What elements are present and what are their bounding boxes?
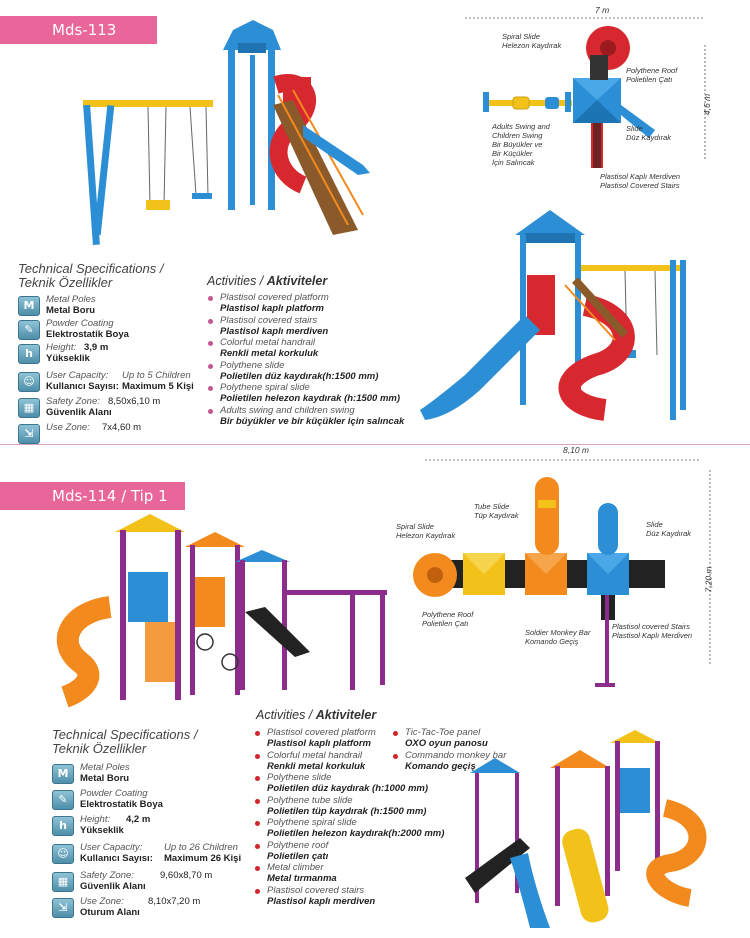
spec-value-tr: Maximum 5 Kişi	[122, 381, 194, 392]
activity-item-en: Polythene spiral slide	[220, 382, 310, 393]
spec-label-tr: Güvenlik Alanı	[46, 407, 112, 418]
activity-item-tr: Plastisol kaplı platform	[220, 303, 324, 314]
spec-value: Up to 5 Children	[122, 370, 191, 381]
activity-item-tr: Polietilen helezon kaydırak(h:2000 mm)	[267, 828, 445, 839]
spec-label-tr: Güvenlik Alanı	[80, 881, 146, 892]
spec-label: Safety Zone:	[46, 396, 100, 407]
spec-label: Height:	[46, 342, 77, 353]
spec-value: 4,2 m	[126, 814, 151, 825]
bullet-dot	[208, 296, 213, 301]
activity-item-en: Plastisol covered platform	[267, 727, 376, 738]
users-icon: ☺	[52, 844, 74, 864]
activity-item-en: Polythene roof	[267, 839, 329, 851]
spec-label-tr: Metal Boru	[80, 773, 130, 784]
bullet-dot	[255, 844, 260, 849]
bullet-dot	[208, 341, 213, 346]
activity-item-tr: Polietilen tüp kaydırak (h:1500 mm)	[267, 805, 427, 817]
spec-label: Metal Poles	[46, 294, 96, 305]
spec-label: User Capacity:	[80, 842, 143, 853]
activity-item-en: Polythene slide	[220, 359, 285, 371]
spec-value: 9,60x8,70 m	[160, 870, 213, 881]
safety-zone-icon: ▦	[18, 398, 40, 418]
bullet-dot	[255, 776, 260, 781]
spec-label: Use Zone:	[46, 422, 90, 433]
activity-item-tr: Polietilen düz kaydırak(h:1500 mm)	[220, 370, 379, 382]
plan-roof-label: Polythene Roof Polietilen Çatı	[422, 610, 474, 628]
activity-item-tr: Komando geçiş	[405, 760, 476, 772]
activity-item-en: Metal climber	[267, 862, 324, 873]
product-tab-mds114: Mds-114 / Tip 1	[0, 482, 185, 510]
plan-spiral-label: Spiral Slide Helezon Kaydırak	[396, 522, 456, 540]
activity-item-tr: Plastisol kaplı platform	[267, 738, 371, 749]
activity-item-en: Plastisol covered stairs	[267, 884, 365, 896]
bullet-dot	[255, 754, 260, 759]
mds114-plan-diagram	[405, 455, 735, 695]
spec-label: Powder Coating	[46, 318, 114, 329]
bullet-dot	[393, 754, 398, 759]
plan-width-label: 8,10 m	[563, 445, 589, 455]
bullet-dot	[208, 386, 213, 391]
bullet-dot	[255, 799, 260, 804]
plan-stairs-label: Plastisol Kaplı Merdiven Plastisol Covered Stairs	[600, 172, 681, 190]
spec-value-tr: Maximum 26 Kişi	[164, 853, 242, 864]
metal-poles-icon: M	[18, 296, 40, 316]
spec-value: Up to 26 Children	[164, 842, 238, 853]
spec-label: Use Zone:	[80, 896, 124, 907]
mds114-side-illustration	[460, 728, 720, 933]
spec-title: Technical Specifications /	[52, 727, 198, 742]
plan-slide-label: Slide Düz Kaydırak	[626, 124, 672, 142]
mds113-side-illustration	[415, 205, 695, 430]
spec-label-tr: Elektrostatik Boya	[80, 799, 163, 810]
spec-label-tr: Oturum Alanı	[80, 907, 140, 918]
spec-value: 8,10x7,20 m	[148, 896, 201, 907]
activity-item-en: Plastisol covered platform	[220, 292, 329, 303]
activity-item-tr: Polietilen helezon kaydırak (h:1500 mm)	[220, 393, 401, 404]
activity-item-tr: Polietilen düz kaydırak (h:1000 mm)	[267, 783, 429, 794]
plan-monkey-label: Soldier Monkey Bar Komando Geçiş	[525, 628, 591, 646]
bullet-dot	[208, 364, 213, 369]
activity-item-en: Tic-Tac-Toe panel	[405, 727, 481, 738]
section-divider	[0, 444, 750, 445]
plan-swing-label: Adults Swing and Children Swing Bir Büyükler ve Bir Küçükler İçin Salıncak	[492, 122, 550, 167]
spec-label: Powder Coating	[80, 788, 148, 799]
activity-item-en: Polythene tube slide	[267, 794, 353, 806]
use-zone-icon: ⇲	[18, 424, 40, 444]
paint-icon: ✎	[18, 320, 40, 340]
spec-label: Safety Zone:	[80, 870, 134, 881]
use-zone-icon: ⇲	[52, 898, 74, 918]
plan-height-label: 4,6 m	[702, 93, 713, 116]
mds113-plan-diagram	[465, 0, 725, 200]
bullet-dot	[255, 821, 260, 826]
bullet-dot	[393, 731, 398, 736]
height-icon: h	[52, 816, 74, 836]
spec-label-tr: Yükseklik	[46, 353, 90, 364]
activities-title: Activities / Aktiviteler	[256, 708, 377, 722]
spec-value: 3,9 m	[84, 342, 109, 353]
bullet-dot	[208, 319, 213, 324]
plan-tube-label: Tube Slide Tüp Kaydırak	[474, 502, 519, 520]
activity-item-tr: Plastisol kaplı merdiven	[220, 325, 329, 337]
safety-zone-icon: ▦	[52, 872, 74, 892]
activity-item-tr: OXO oyun panosu	[405, 738, 488, 749]
plan-width-label: 7 m	[595, 5, 610, 15]
spec-label: Height:	[80, 814, 111, 825]
plan-spiral-label: Spiral Slide Helezon Kaydırak	[502, 32, 562, 50]
activity-item-tr: Renkli metal korkuluk	[220, 348, 319, 359]
plan-stairs-label: Plastisol covered Stairs Plastisol Kaplı Merdiven	[612, 622, 693, 640]
height-icon: h	[18, 344, 40, 364]
spec-label: Metal Poles	[80, 762, 130, 773]
spec-value: 7x4,60 m	[102, 422, 142, 433]
activity-item-en: Polythene spiral slide	[267, 817, 357, 828]
activity-item-tr: Plastisol kaplı merdiven	[267, 895, 376, 907]
bullet-dot	[255, 866, 260, 871]
activity-item-en: Commando monkey bar	[405, 749, 507, 761]
bullet-dot	[208, 409, 213, 414]
bullet-dot	[255, 731, 260, 736]
metal-poles-icon: M	[52, 764, 74, 784]
spec-value: 8,50x6,10 m	[108, 396, 161, 407]
spec-title-tr: Teknik Özellikler	[18, 275, 113, 290]
spec-label-tr: Yükseklik	[80, 825, 124, 836]
plan-slide-label: Slide Düz Kaydırak	[646, 520, 692, 538]
activity-item-tr: Metal tırmanma	[267, 873, 337, 884]
spec-title: Technical Specifications /	[18, 261, 164, 276]
spec-label-tr: Kullanıcı Sayısı:	[46, 381, 119, 392]
activity-item-en: Colorful metal handrail	[267, 749, 363, 761]
mds114-product-illustration	[50, 512, 390, 712]
activity-item-en: Adults swing and children swing	[220, 404, 355, 416]
users-icon: ☺	[18, 372, 40, 392]
activity-item-en: Plastisol covered stairs	[220, 314, 318, 326]
activities-title: Activities / Aktiviteler	[207, 274, 328, 288]
spec-label-tr: Metal Boru	[46, 305, 96, 316]
mds113-product-illustration	[78, 15, 378, 255]
spec-label-tr: Elektrostatik Boya	[46, 329, 129, 340]
activity-item-tr: Renkli metal korkuluk	[267, 760, 366, 772]
plan-roof-label: Polythene Roof Polietilen Çatı	[626, 66, 678, 84]
activity-item-en: Colorful metal handrail	[220, 337, 316, 348]
activity-item-tr: Bir büyükler ve bir küçükler için salıncak	[220, 415, 405, 427]
bullet-dot	[255, 889, 260, 894]
product-tab-mds113: Mds-113	[0, 16, 157, 44]
plan-height-label: 7,20 m	[703, 566, 714, 593]
activity-item-en: Polythene slide	[267, 772, 332, 783]
paint-icon: ✎	[52, 790, 74, 810]
spec-label-tr: Kullanıcı Sayısı:	[80, 853, 153, 864]
activity-item-tr: Polietilen çatı	[267, 850, 329, 862]
spec-label: User Capacity:	[46, 370, 109, 381]
spec-title-tr: Teknik Özellikler	[52, 741, 147, 756]
